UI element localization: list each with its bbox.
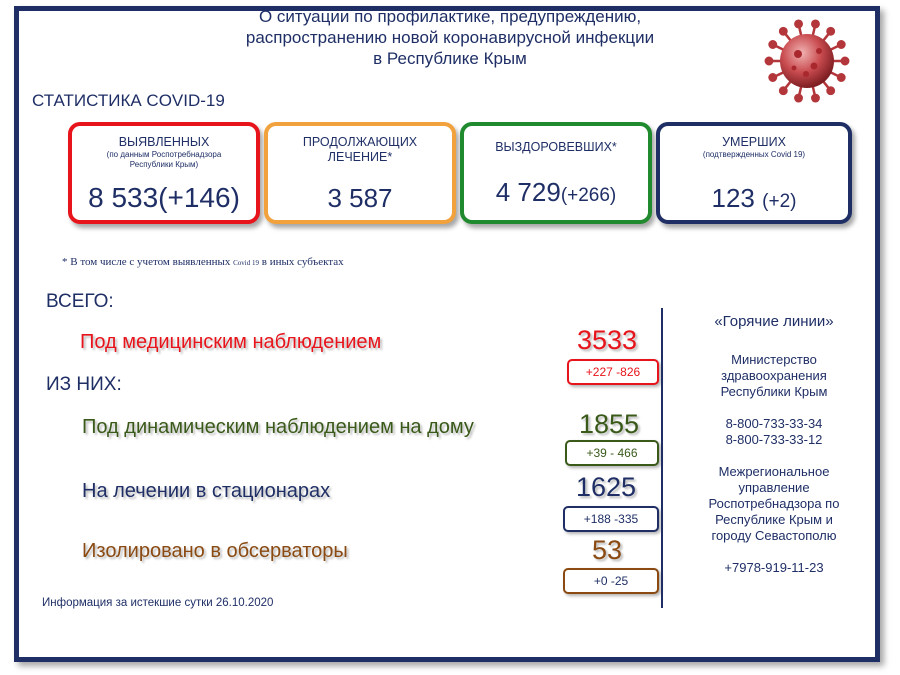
card-deceased-delta: (+2) [762, 191, 797, 212]
row-medical-observation-number: 3533 [576, 325, 638, 355]
row-home-observation-label: Под динамическим наблюдением на дому [82, 416, 474, 438]
coronavirus-icon [762, 16, 852, 106]
footnote-part-2: в иных субъектах [261, 256, 344, 268]
hotlines-title: «Горячие линии» [714, 313, 834, 330]
total-heading: ВСЕГО: [46, 291, 114, 312]
card-recovered-label: ВЫЗДОРОВЕВШИХ* [495, 140, 617, 154]
card-detected [68, 122, 260, 224]
row-medical-observation-delta: +227 -826 [567, 359, 659, 385]
hotlines-agency: Межрегиональное управление Роспотребнадзора по Республике Крым и городу Севастополю [708, 464, 840, 543]
hotlines-phone-2: 8-800-733-33-12 [725, 432, 823, 447]
card-recovered-value [464, 177, 648, 208]
page-title [170, 6, 730, 69]
row-home-observation-delta: +39 - 466 [565, 440, 659, 466]
row-observatory-number: 53 [591, 535, 623, 565]
hotlines-phone-3: +7978-919-11-23 [724, 560, 824, 575]
row-observatory-label: Изолировано в обсерваторы [82, 540, 348, 562]
card-detected-number: 8 533 [88, 182, 159, 213]
card-recovered-delta: (+266) [560, 185, 617, 206]
row-home-observation-number: 1855 [578, 409, 640, 439]
footnote [62, 256, 344, 268]
card-detected-value [72, 182, 256, 214]
card-in-treatment-label: ПРОДОЛЖАЮЩИХ ЛЕЧЕНИЕ* [302, 135, 418, 164]
title-line-2: распространению новой коронавирусной инфекции [245, 28, 655, 47]
statistics-heading: СТАТИСТИКА COVID-19 [32, 91, 225, 110]
card-deceased-value [660, 183, 848, 214]
card-recovered [460, 122, 652, 224]
card-in-treatment [264, 122, 456, 224]
card-detected-delta: (+146) [158, 182, 240, 213]
row-observatory-delta: +0 -25 [563, 568, 659, 594]
card-deceased [656, 122, 852, 224]
divider-line [661, 308, 663, 608]
card-in-treatment-value [268, 183, 452, 214]
title-line-1: О ситуации по профилактике, предупреждению, [258, 7, 642, 26]
of-them-heading: ИЗ НИХ: [46, 374, 122, 395]
row-hospital-number: 1625 [575, 472, 637, 502]
row-hospital-label: На лечении в стационарах [82, 480, 331, 502]
row-hospital-delta: +188 -335 [563, 506, 659, 532]
card-deceased-number: 123 [711, 183, 755, 213]
card-deceased-label: УМЕРШИХ [722, 135, 786, 149]
hotlines-panel [694, 314, 854, 576]
footer-date: Информация за истекшие сутки 26.10.2020 [42, 597, 274, 609]
hotlines-phone-1: 8-800-733-33-34 [725, 416, 823, 431]
row-medical-observation-label: Под медицинским наблюдением [80, 331, 382, 353]
hotlines-ministry: Министерство здравоохранения Республики Крым [720, 352, 828, 399]
card-deceased-sub: (подтвержденных Covid 19) [702, 150, 806, 159]
card-detected-sub: (по данным Роспотребнадзора Республики Крым) [106, 150, 222, 169]
card-in-treatment-number: 3 587 [327, 183, 393, 213]
card-detected-label: ВЫЯВЛЕННЫХ [118, 135, 210, 149]
card-recovered-number: 4 729 [495, 177, 561, 207]
footnote-small: Covid 19 [233, 259, 259, 267]
title-line-3: в Республике Крым [373, 49, 527, 68]
footnote-part-1: * В том числе с учетом выявленных [62, 256, 231, 268]
